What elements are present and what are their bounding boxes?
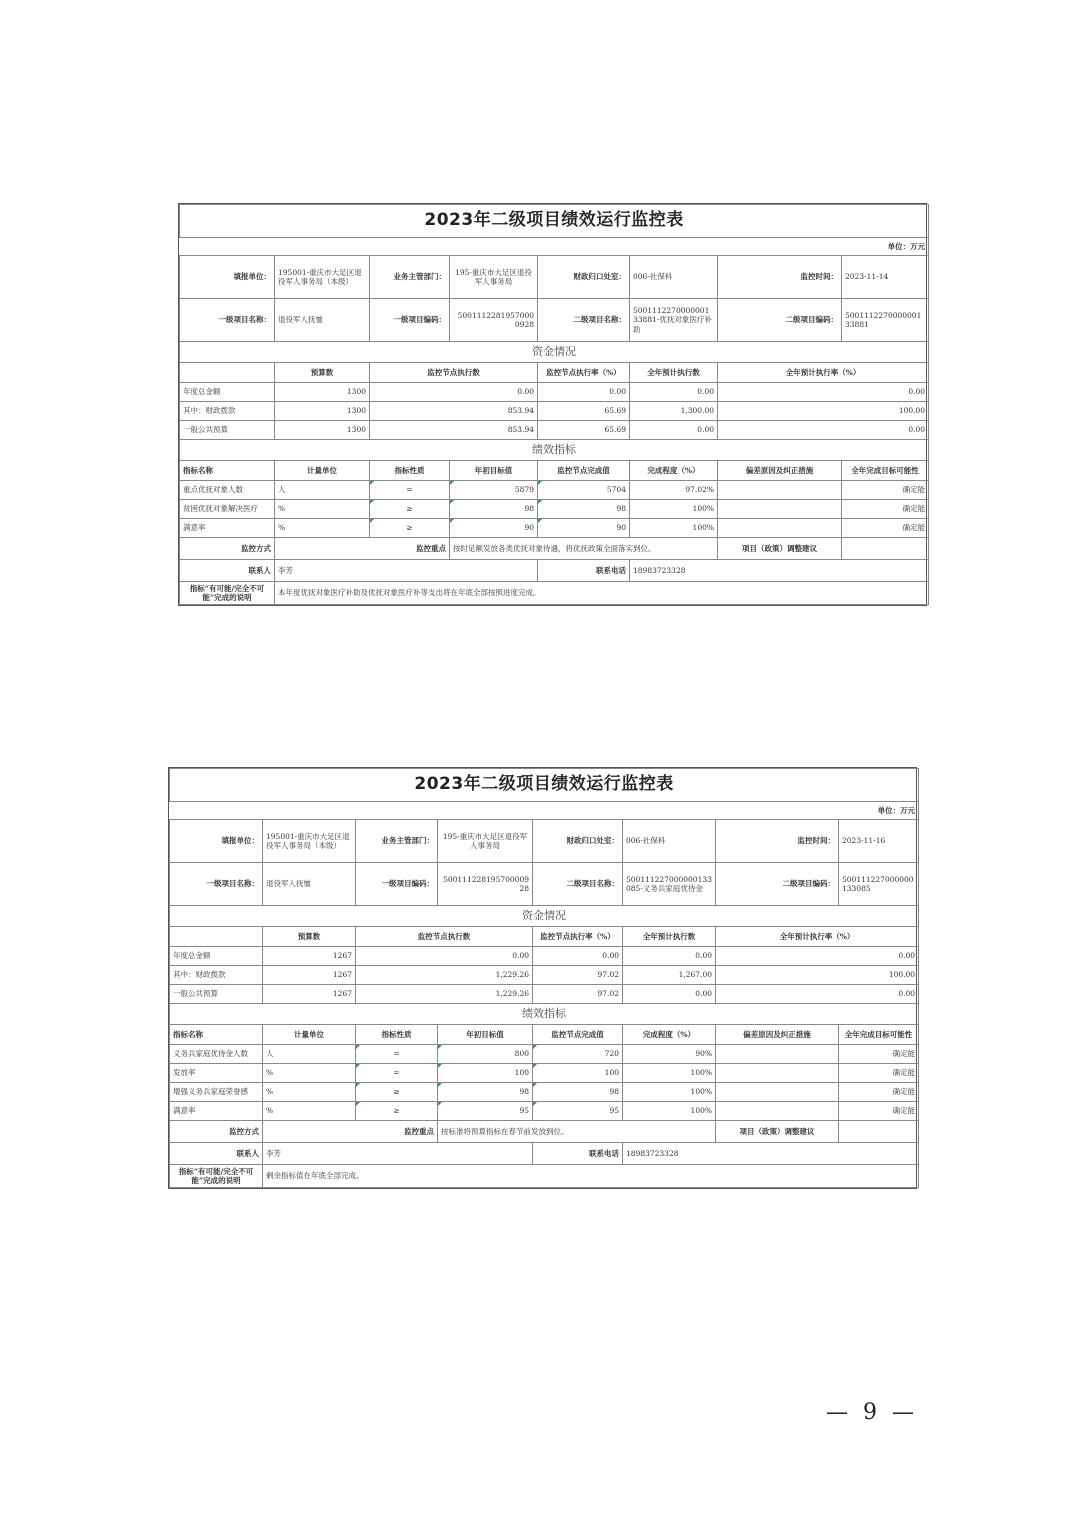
indicator-row — [180, 519, 929, 538]
funds-header: 监控节点执行数 — [370, 363, 538, 383]
indicator-cell: % — [275, 500, 370, 519]
indicator-cell: 100% — [623, 1064, 716, 1083]
indicator-row — [180, 481, 929, 500]
perf-header: 年初目标值 — [450, 461, 538, 481]
funds-cell: 853.94 — [370, 421, 538, 440]
indicator-cell: 98 — [538, 500, 630, 519]
funds-section-title: 资金情况 — [180, 342, 929, 363]
funds-header: 预算数 — [263, 927, 356, 947]
funds-cell: 1300 — [275, 421, 370, 440]
funds-cell: 1300 — [275, 402, 370, 421]
cell-marker — [533, 1102, 537, 1106]
indicator-cell: 人 — [263, 1045, 356, 1064]
phone-label: 联系电话 — [538, 560, 630, 582]
funds-cell: 853.94 — [370, 402, 538, 421]
unit-label: 单位：万元 — [180, 238, 929, 256]
cell-marker — [438, 1102, 442, 1106]
explanation-label: 指标“有可能/完全不可能”完成的说明 — [180, 582, 275, 605]
indicator-cell: = — [356, 1045, 438, 1064]
department-value: 195-重庆市大足区退役军人事务局 — [450, 256, 538, 299]
indicator-cell — [716, 1102, 839, 1121]
cell-marker — [450, 519, 454, 523]
reporting-unit-value: 195001-重庆市大足区退役军人事务局（本级） — [275, 256, 370, 299]
indicator-cell: 100% — [630, 519, 718, 538]
indicator-cell — [718, 519, 842, 538]
adjust-suggestion-value — [842, 538, 929, 560]
funds-cell: 0.00 — [538, 383, 630, 402]
explanation-value: 本年度优抚对象医疗补助及优抚对象医疗补等支出将在年底全部按照进度完成。 — [275, 582, 929, 605]
level2-name-value: 500111227000000133881-优抚对象医疗补助 — [630, 299, 718, 342]
indicator-cell: 95 — [533, 1102, 623, 1121]
indicator-cell: 确定能 — [842, 519, 929, 538]
funds-cell: 1,229.26 — [356, 966, 533, 985]
indicator-cell: 5879 — [450, 481, 538, 500]
adjust-suggestion-label: 项目（政策）调整建议 — [716, 1121, 839, 1143]
perf-header: 完成程度（%） — [630, 461, 718, 481]
cell-marker — [356, 1045, 360, 1049]
funds-row — [170, 966, 919, 985]
indicator-cell: 98 — [533, 1083, 623, 1102]
indicator-cell: ≥ — [356, 1102, 438, 1121]
indicator-cell: 增强义务兵家庭荣誉感 — [170, 1083, 263, 1102]
reporting-unit-label: 填报单位： — [180, 256, 275, 299]
funds-cell: 0.00 — [718, 421, 929, 440]
level1-name-label: 一级项目名称： — [180, 299, 275, 342]
performance-section-title: 绩效指标 — [170, 1004, 919, 1025]
indicator-cell — [718, 500, 842, 519]
indicator-cell: 满意率 — [180, 519, 275, 538]
funds-header: 监控节点执行率（%） — [538, 363, 630, 383]
indicator-cell: 800 — [438, 1045, 533, 1064]
level2-name-label: 二级项目名称： — [538, 299, 630, 342]
contact-label: 联系人 — [170, 1143, 263, 1165]
finance-office-label: 财政归口处室： — [533, 820, 623, 863]
funds-cell: 年度总金额 — [170, 947, 263, 966]
cell-marker — [533, 1064, 537, 1068]
funds-cell: 65.69 — [538, 402, 630, 421]
funds-cell: 0.00 — [716, 947, 919, 966]
indicator-cell: 贫困优抚对象解决医疗 — [180, 500, 275, 519]
department-label: 业务主管部门： — [370, 256, 450, 299]
page-number: — 9 — — [826, 1400, 918, 1425]
indicator-cell — [716, 1083, 839, 1102]
table-title: 2023年二级项目绩效运行监控表 — [180, 205, 929, 238]
cell-marker — [538, 481, 542, 485]
indicator-row — [170, 1064, 919, 1083]
funds-cell: 0.00 — [623, 947, 716, 966]
contact-value: 李芳 — [263, 1143, 533, 1165]
indicator-cell: 重点优抚对象人数 — [180, 481, 275, 500]
cell-marker — [356, 1083, 360, 1087]
department-value: 195-重庆市大足区退役军人事务局 — [438, 820, 533, 863]
indicator-cell: 720 — [533, 1045, 623, 1064]
perf-header: 指标名称 — [170, 1025, 263, 1045]
indicator-cell: 100 — [438, 1064, 533, 1083]
indicator-cell: % — [263, 1083, 356, 1102]
funds-cell: 0.00 — [630, 421, 718, 440]
funds-cell: 0.00 — [356, 947, 533, 966]
cell-marker — [533, 1045, 537, 1049]
funds-header: 监控节点执行数 — [356, 927, 533, 947]
reporting-unit-label: 填报单位： — [170, 820, 263, 863]
indicator-cell — [718, 481, 842, 500]
perf-header: 监控节点完成值 — [538, 461, 630, 481]
cell-marker — [450, 500, 454, 504]
indicator-cell: ≥ — [370, 519, 450, 538]
funds-header: 预算数 — [275, 363, 370, 383]
monitor-method-label: 监控方式 — [180, 538, 275, 560]
indicator-cell: 5704 — [538, 481, 630, 500]
level2-code-value: 500111227000000133881 — [842, 299, 929, 342]
funds-cell: 97.02 — [533, 966, 623, 985]
monitor-method-label: 监控方式 — [170, 1121, 263, 1143]
funds-header: 全年预计执行率（%） — [718, 363, 929, 383]
cell-marker — [438, 1064, 442, 1068]
funds-cell: 100.00 — [716, 966, 919, 985]
cell-marker — [538, 519, 542, 523]
level2-code-value: 500111227000000133085 — [839, 863, 919, 906]
indicator-cell: % — [263, 1064, 356, 1083]
monitor-time-value: 2023-11-16 — [839, 820, 919, 863]
funds-cell: 1267 — [263, 947, 356, 966]
funds-cell: 1,229.26 — [356, 985, 533, 1004]
level1-code-value: 50011122819570000928 — [450, 299, 538, 342]
funds-cell: 其中：财政拨款 — [170, 966, 263, 985]
perf-header: 全年完成目标可能性 — [839, 1025, 919, 1045]
funds-row — [180, 402, 929, 421]
cell-marker — [533, 1083, 537, 1087]
funds-cell: 1,300.00 — [630, 402, 718, 421]
indicator-cell: 确定能 — [839, 1083, 919, 1102]
department-label: 业务主管部门： — [356, 820, 438, 863]
funds-cell: 0.00 — [623, 985, 716, 1004]
level2-name-label: 二级项目名称： — [533, 863, 623, 906]
funds-header: 全年预计执行率（%） — [716, 927, 919, 947]
reporting-unit-value: 195001-重庆市大足区退役军人事务局（本级） — [263, 820, 356, 863]
funds-cell: 100.00 — [718, 402, 929, 421]
funds-cell: 一般公共预算 — [180, 421, 275, 440]
funds-cell: 1300 — [275, 383, 370, 402]
monitor-time-label: 监控时间： — [716, 820, 839, 863]
indicator-cell: 满意率 — [170, 1102, 263, 1121]
performance-section-title: 绩效指标 — [180, 440, 929, 461]
phone-label: 联系电话 — [533, 1143, 623, 1165]
funds-cell: 0.00 — [718, 383, 929, 402]
cell-marker — [450, 481, 454, 485]
cell-marker — [356, 1102, 360, 1106]
funds-section-title: 资金情况 — [170, 906, 919, 927]
indicator-cell: 确定能 — [842, 481, 929, 500]
indicator-cell: 义务兵家庭优待金人数 — [170, 1045, 263, 1064]
perf-header: 偏差原因及纠正措施 — [718, 461, 842, 481]
perf-header: 计量单位 — [275, 461, 370, 481]
explanation-label: 指标“有可能/完全不可能”完成的说明 — [170, 1165, 263, 1188]
funds-header: 全年预计执行数 — [630, 363, 718, 383]
contact-value: 李芳 — [275, 560, 538, 582]
phone-value: 18983723328 — [630, 560, 929, 582]
funds-header — [170, 927, 263, 947]
funds-header: 监控节点执行率（%） — [533, 927, 623, 947]
funds-cell: 其中：财政拨款 — [180, 402, 275, 421]
funds-cell: 1,267.00 — [623, 966, 716, 985]
funds-cell: 年度总金额 — [180, 383, 275, 402]
table-title: 2023年二级项目绩效运行监控表 — [170, 769, 919, 802]
cell-marker — [370, 500, 374, 504]
indicator-cell: 90% — [623, 1045, 716, 1064]
funds-cell: 0.00 — [630, 383, 718, 402]
level1-name-value: 退役军人抚恤 — [263, 863, 356, 906]
indicator-cell: 发放率 — [170, 1064, 263, 1083]
level2-code-label: 二级项目编码： — [716, 863, 839, 906]
indicator-cell: 100% — [623, 1102, 716, 1121]
indicator-cell: 95 — [438, 1102, 533, 1121]
funds-header: 全年预计执行数 — [623, 927, 716, 947]
funds-cell: 1267 — [263, 985, 356, 1004]
level1-name-value: 退役军人抚恤 — [275, 299, 370, 342]
indicator-cell: 人 — [275, 481, 370, 500]
indicator-cell: 确定能 — [839, 1064, 919, 1083]
funds-cell: 0.00 — [533, 947, 623, 966]
indicator-cell: 确定能 — [842, 500, 929, 519]
indicator-cell: ≥ — [370, 500, 450, 519]
perf-header: 完成程度（%） — [623, 1025, 716, 1045]
level2-name-value: 500111227000000133085-义务兵家庭优待金 — [623, 863, 716, 906]
indicator-cell: % — [275, 519, 370, 538]
cell-marker — [356, 1064, 360, 1068]
indicator-cell: = — [356, 1064, 438, 1083]
indicator-cell: ≥ — [356, 1083, 438, 1102]
phone-value: 18983723328 — [623, 1143, 919, 1165]
indicator-cell: 100% — [623, 1083, 716, 1102]
indicator-cell: 100 — [533, 1064, 623, 1083]
perf-header: 计量单位 — [263, 1025, 356, 1045]
indicator-row — [180, 500, 929, 519]
funds-header — [180, 363, 275, 383]
cell-marker — [370, 519, 374, 523]
level1-code-value: 50011122819570000928 — [438, 863, 533, 906]
monitor-table-1 — [178, 203, 927, 606]
cell-marker — [538, 500, 542, 504]
monitor-focus-label: 监控重点 — [275, 538, 450, 560]
monitor-focus-value: 按标准将预算指标在春节前发放到位。 — [438, 1121, 716, 1143]
indicator-cell: 确定能 — [839, 1102, 919, 1121]
contact-label: 联系人 — [180, 560, 275, 582]
funds-row — [170, 947, 919, 966]
funds-row — [170, 985, 919, 1004]
funds-cell: 一般公共预算 — [170, 985, 263, 1004]
indicator-row — [170, 1083, 919, 1102]
level1-code-label: 一级项目编码： — [356, 863, 438, 906]
perf-header: 全年完成目标可能性 — [842, 461, 929, 481]
indicator-cell — [716, 1064, 839, 1083]
monitor-table-2 — [168, 767, 917, 1189]
indicator-cell — [716, 1045, 839, 1064]
adjust-suggestion-label: 项目（政策）调整建议 — [718, 538, 842, 560]
funds-cell: 0.00 — [716, 985, 919, 1004]
finance-office-value: 006-社保科 — [623, 820, 716, 863]
cell-marker — [370, 481, 374, 485]
indicator-cell: % — [263, 1102, 356, 1121]
indicator-cell: 90 — [538, 519, 630, 538]
indicator-cell: 90 — [450, 519, 538, 538]
level2-code-label: 二级项目编码： — [718, 299, 842, 342]
indicator-cell: 确定能 — [839, 1045, 919, 1064]
funds-cell: 65.69 — [538, 421, 630, 440]
perf-header: 年初目标值 — [438, 1025, 533, 1045]
adjust-suggestion-value — [839, 1121, 919, 1143]
finance-office-label: 财政归口处室： — [538, 256, 630, 299]
cell-marker — [438, 1083, 442, 1087]
funds-cell: 1267 — [263, 966, 356, 985]
indicator-cell: 98 — [450, 500, 538, 519]
funds-cell: 0.00 — [370, 383, 538, 402]
funds-cell: 97.02 — [533, 985, 623, 1004]
indicator-row — [170, 1045, 919, 1064]
level1-name-label: 一级项目名称： — [170, 863, 263, 906]
unit-label: 单位：万元 — [170, 802, 919, 820]
indicator-cell: 100% — [630, 500, 718, 519]
funds-row — [180, 421, 929, 440]
perf-header: 指标性质 — [370, 461, 450, 481]
perf-header: 偏差原因及纠正措施 — [716, 1025, 839, 1045]
explanation-value: 剩余指标值在年底全部完成。 — [263, 1165, 919, 1188]
cell-marker — [438, 1045, 442, 1049]
indicator-cell: 97.02% — [630, 481, 718, 500]
indicator-row — [170, 1102, 919, 1121]
perf-header: 指标名称 — [180, 461, 275, 481]
finance-office-value: 006-社保科 — [630, 256, 718, 299]
indicator-cell: 98 — [438, 1083, 533, 1102]
level1-code-label: 一级项目编码： — [370, 299, 450, 342]
monitor-focus-value: 按时足额发放各类优抚对象待遇，将优抚政策全面落实到位。 — [450, 538, 718, 560]
monitor-focus-label: 监控重点 — [263, 1121, 438, 1143]
funds-row — [180, 383, 929, 402]
monitor-time-label: 监控时间： — [718, 256, 842, 299]
indicator-cell: = — [370, 481, 450, 500]
perf-header: 指标性质 — [356, 1025, 438, 1045]
monitor-time-value: 2023-11-14 — [842, 256, 929, 299]
perf-header: 监控节点完成值 — [533, 1025, 623, 1045]
